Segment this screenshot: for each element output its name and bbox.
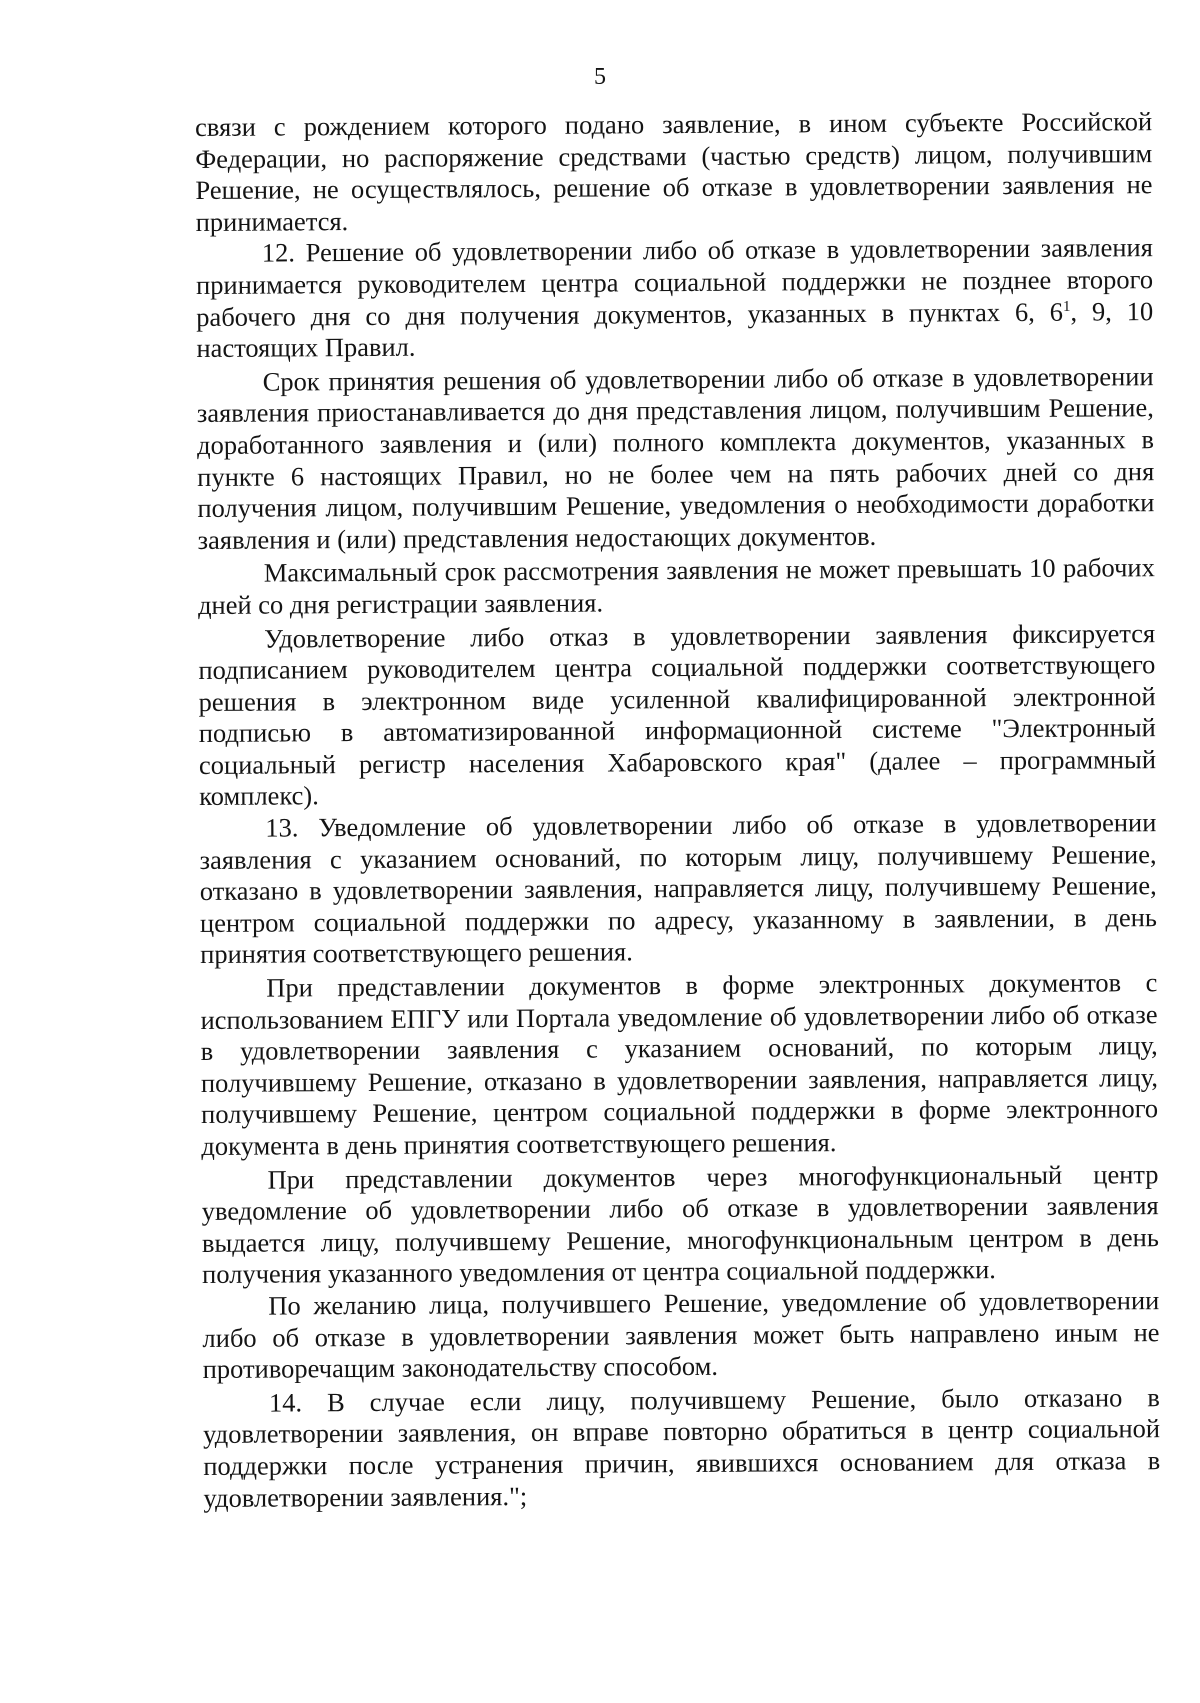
- paragraph-item-12-text: 12. Решение об удовлетворении либо об отказе в удовлетворении заявления принимается руководителем центра социальной поддержки не позднее второго рабочего дня со дня получения документов, указанных в пунктах 6, 6: [195, 232, 1154, 332]
- paragraph-max-term: Максимальный срок рассмотрения заявления не может превышать 10 рабочих дней со дня регистрации заявления.: [197, 552, 1155, 620]
- paragraph-other-method: По желанию лица, получившего Решение, уведомление об удовлетворении либо об отказе в удовлетворении заявления может быть направлено иным не противоречащим законодательству способом.: [202, 1285, 1160, 1385]
- page-number: 5: [594, 64, 606, 90]
- paragraph-item-12: [196, 233, 1154, 365]
- paragraph-item-12-tail: , 9, 10 настоящих Правил.: [196, 295, 1154, 364]
- document-body: [195, 106, 1161, 1514]
- paragraph-item-13: 13. Уведомление об удовлетворении либо об отказе в удовлетворении заявления с указанием оснований, по которым лицу, получившему Решение, отказано в удовлетворении заявления, направляется лицу, получившему Решение, центром социальной поддержки по адресу, указанному в заявлении, в день принятия соответствующего решения.: [199, 807, 1158, 970]
- paragraph-decision-term: Срок принятия решения об удовлетворении либо об отказе в удовлетворении заявления приостанавливается до дня представления лицом, получившим Решение, доработанного заявления и (или) полного комплекта документов, указанных в пункте 6 настоящих Правил, но не более чем на пять рабочих дней со дня получения лицом, получившим Решение, уведомления о необходимости доработки заявления и (или) представления недостающих документов.: [196, 360, 1155, 555]
- paragraph-mfc: При представлении документов через многофункциональный центр уведомление об удовлетворении либо об отказе в удовлетворении заявления выдается лицу, получившему Решение, многофункциональным центром в день получения указанного уведомления от центра социальной поддержки.: [201, 1158, 1159, 1290]
- paragraph-signature: Удовлетворение либо отказ в удовлетворении заявления фиксируется подписанием руководителем центра социальной поддержки соответствующего решения в электронном виде усиленной квалифицированной электронной подписью в автоматизированной информационной системе "Электронный социальный регистр населения Хабаровского края" (далее – программный комплекс).: [198, 617, 1157, 812]
- paragraph-item-14: 14. В случае если лицу, получившему Решение, было отказано в удовлетворении заявления, он вправе повторно обратиться в центр социальной поддержки после устранения причин, явившихся основанием для отказа в удовлетворении заявления.";: [202, 1381, 1161, 1513]
- paragraph-epgu: При представлении документов в форме электронных документов с использованием ЕПГУ или Портала уведомление об удовлетворении либо об отказе в удовлетворении заявления с указанием оснований, по которым лицу, получившему Решение, отказано в удовлетворении заявления, направляется лицу, получившему Решение, центром социальной поддержки в форме электронного документа в день принятия соответствующего решения.: [200, 967, 1159, 1161]
- paragraph-continuation: связи с рождением которого подано заявление, в ином субъекте Российской Федерации, но распоряжение средствами (частью средств) лицом, получившим Решение, не осуществлялось, решение об отказе в удовлетворении заявления не принимается.: [195, 106, 1153, 237]
- superscript-marker: 1: [1062, 298, 1071, 315]
